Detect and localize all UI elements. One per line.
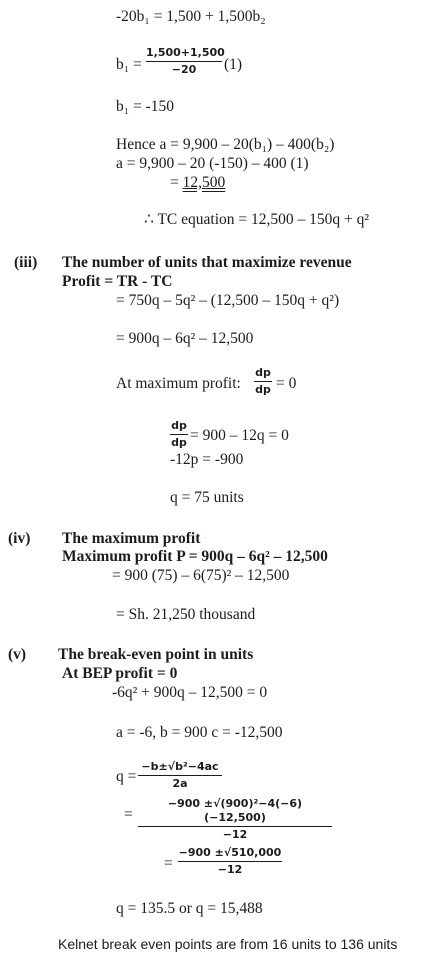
derivative-equation: = 900 – 12q = 0 bbox=[190, 427, 289, 444]
a-value: 12,500 bbox=[182, 174, 226, 191]
formula-denominator: −12 bbox=[217, 863, 243, 876]
formula-numerator: −900 ±√(900)²−4(−6)(−12,500) bbox=[167, 797, 303, 824]
derivative-numerator: dp bbox=[171, 419, 187, 432]
q-result: q = 75 units bbox=[170, 489, 244, 506]
bep-equation: -6q² + 900q – 12,500 = 0 bbox=[112, 684, 268, 701]
fraction-bar bbox=[178, 861, 282, 862]
a-result bbox=[170, 174, 225, 192]
coefficients: a = -6, b = 900 c = -12,500 bbox=[116, 724, 283, 741]
section-heading: The break-even point in units bbox=[58, 646, 254, 663]
equals-sign: = bbox=[164, 855, 173, 872]
fraction-bar bbox=[254, 381, 272, 382]
profit-line-2: = 900q – 6q² – 12,500 bbox=[116, 330, 254, 347]
tc-equation: ∴ TC equation = 12,500 – 150q + q² bbox=[144, 211, 370, 228]
quadratic-formula bbox=[138, 760, 222, 791]
formula-numerator: −b±√b²−4ac bbox=[141, 760, 219, 773]
max-profit-line-2: = 900 (75) – 6(75)² – 12,500 bbox=[112, 567, 290, 584]
a-substitution: a = 9,900 – 20 (-150) – 400 (1) bbox=[116, 155, 309, 172]
derivative-fraction bbox=[170, 419, 188, 450]
part-number: (iv) bbox=[8, 530, 31, 547]
derivative-denominator: dp bbox=[255, 383, 271, 396]
formula-denominator: −12 bbox=[222, 828, 248, 841]
solve-line: -12p = -900 bbox=[170, 451, 244, 468]
section-heading: The number of units that maximize revenue bbox=[62, 254, 352, 271]
equals-sign: = bbox=[124, 806, 133, 823]
fraction-bar bbox=[146, 61, 222, 62]
bep-condition: At BEP profit = 0 bbox=[62, 665, 178, 682]
derivative-denominator: dp bbox=[171, 436, 187, 449]
conclusion: Kelnet break even points are from 16 units to 136 units bbox=[58, 936, 398, 952]
derivative-numerator: dp bbox=[255, 366, 271, 379]
equals-sign: = bbox=[170, 174, 183, 191]
equals-zero: = 0 bbox=[276, 375, 297, 392]
formula-numerator: −900 ±√510,000 bbox=[178, 846, 282, 859]
b1-label: b₁ = bbox=[116, 56, 142, 73]
hence-line: Hence a = 9,900 – 20(b₁) – 400(b₂) bbox=[116, 136, 335, 153]
simplified-formula bbox=[178, 846, 282, 877]
part-number: (v) bbox=[8, 646, 27, 663]
b1-numerator: 1,500+1,500 bbox=[146, 46, 225, 59]
b1-fraction bbox=[146, 46, 225, 77]
profit-definition: Profit = TR - TC bbox=[62, 273, 173, 290]
bep-result: q = 135.5 or q = 15,488 bbox=[116, 900, 263, 917]
section-heading: The maximum profit bbox=[62, 530, 201, 547]
q-label: q = bbox=[116, 768, 137, 785]
formula-denominator: 2a bbox=[172, 777, 188, 790]
part-number: (iii) bbox=[14, 254, 38, 271]
b1-denominator: −20 bbox=[171, 63, 197, 76]
profit-line-1: = 750q – 5q² – (12,500 – 150q + q²) bbox=[116, 292, 340, 309]
b1-result: b₁ = -150 bbox=[116, 98, 175, 115]
equation-tag: (1) bbox=[224, 56, 243, 73]
derivative-fraction bbox=[254, 366, 272, 397]
max-profit-label: At maximum profit: bbox=[116, 375, 241, 392]
max-profit-line-1: Maximum profit P = 900q – 6q² – 12,500 bbox=[62, 548, 328, 565]
fraction-bar bbox=[170, 434, 188, 435]
fraction-bar bbox=[138, 775, 222, 776]
fraction-bar bbox=[138, 826, 332, 827]
equation-line: -20b₁ = 1,500 + 1,500b₂ bbox=[116, 8, 266, 25]
max-profit-result: = Sh. 21,250 thousand bbox=[116, 606, 256, 623]
substituted-formula bbox=[138, 797, 332, 842]
